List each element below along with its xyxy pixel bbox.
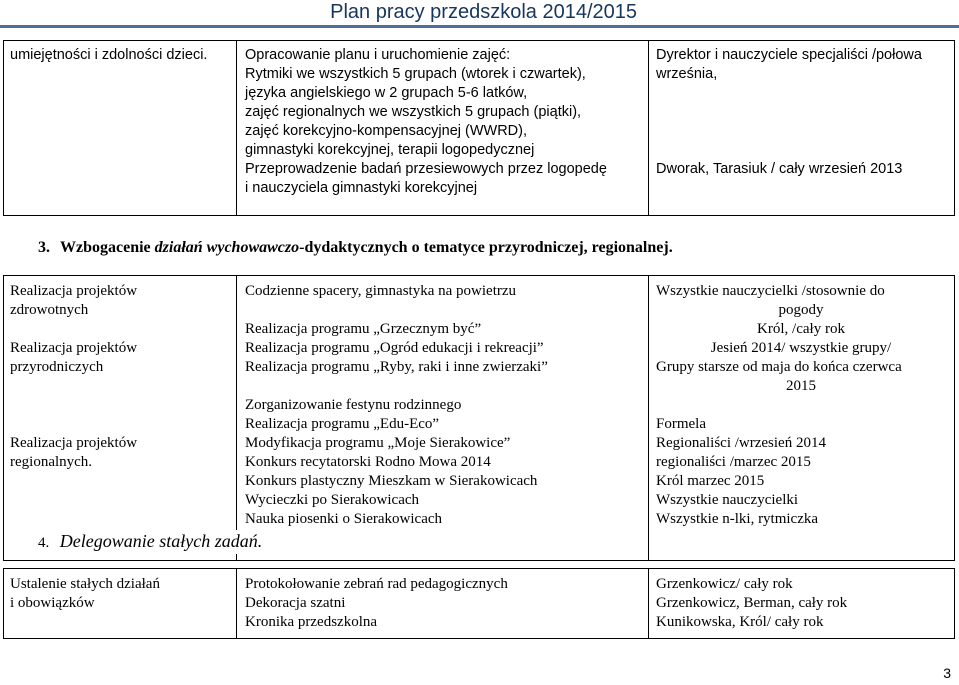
table-top-col2-line: języka angielskiego w 2 grupach 5-6 latków, (245, 85, 528, 101)
duties-category-label: i obowiązków (10, 595, 95, 611)
project-task: Wycieczki po Sierakowicach (245, 492, 420, 508)
section-3-title-italic: działań wychowawczo (154, 239, 300, 256)
project-task: Realizacja programu „Ogród edukacji i rekreacji” (245, 340, 544, 356)
project-responsible: pogody (778, 302, 824, 318)
project-category-label: Realizacja projektów (10, 340, 138, 356)
duty-responsible: Grzenkowicz, Berman, cały rok (656, 595, 848, 611)
duty-responsible: Grzenkowicz/ cały rok (656, 576, 793, 592)
table-projects-divider-1 (236, 275, 237, 561)
project-responsible: Król, /cały rok (757, 321, 845, 337)
table-top-col2-line: Przeprowadzenie badań przesiewowych przez logopedę (245, 161, 607, 177)
section-4-number: 4. (38, 535, 50, 551)
project-category-label: regionalnych. (10, 454, 93, 470)
page-number: 3 (943, 665, 951, 681)
section-3-heading (38, 238, 673, 257)
project-responsible: Jesień 2014/ wszystkie grupy/ (710, 340, 892, 356)
project-task: Zorganizowanie festynu rodzinnego (245, 397, 462, 413)
project-responsible: regionaliści /marzec 2015 (656, 454, 811, 470)
project-category-label: zdrowotnych (10, 302, 89, 318)
section-4-heading (38, 530, 262, 554)
project-task: Modyfikacja programu „Moje Sierakowice” (245, 435, 511, 451)
table-duties-divider-1 (236, 568, 237, 639)
project-task: Realizacja programu „Edu-Eco” (245, 416, 440, 432)
project-responsible: Król marzec 2015 (656, 473, 765, 489)
project-responsible: Wszystkie n-lki, rytmiczka (656, 511, 819, 527)
project-task: Nauka piosenki o Sierakowicach (245, 511, 443, 527)
project-task: Konkurs plastyczny Mieszkam w Sierakowicach (245, 473, 538, 489)
table-top-col2-line: i nauczyciela gimnastyki korekcyjnej (245, 180, 478, 196)
project-category-label: Realizacja projektów (10, 283, 138, 299)
section-3-title-b: -dydaktycznych o tematyce przyrodniczej, regionalnej. (299, 239, 673, 256)
table-projects-divider-2 (648, 275, 649, 561)
page-header (0, 0, 959, 27)
duty-task: Kronika przedszkolna (245, 614, 378, 630)
project-responsible: Wszystkie nauczycielki /stosownie do (656, 283, 885, 299)
table-top-col3-line: Dworak, Tarasiuk / cały wrzesień 2013 (656, 161, 903, 177)
table-top-divider-2 (648, 40, 649, 216)
table-top-col2-line: zajęć korekcyjno-kompensacyjnej (WWRD), (245, 123, 528, 139)
project-responsible: 2015 (786, 378, 816, 394)
table-top-col2-line: Opracowanie planu i uruchomienie zajęć: (245, 47, 511, 63)
duty-responsible: Kunikowska, Król/ cały rok (656, 614, 824, 630)
document-title: Plan pracy przedszkola 2014/2015 (330, 1, 637, 23)
project-category-label: przyrodniczych (10, 359, 104, 375)
table-duties-divider-2 (648, 568, 649, 639)
project-responsible: Wszystkie nauczycielki (656, 492, 799, 508)
section-4-title: Delegowanie stałych zadań. (59, 531, 263, 551)
project-responsible: Formela (656, 416, 706, 432)
table-top-col2-line: gimnastyki korekcyjnej, terapii logopedycznej (245, 142, 535, 158)
section-3-number: 3. (38, 239, 50, 256)
project-task: Realizacja programu „Ryby, raki i inne zwierzaki” (245, 359, 548, 375)
header-rule (0, 25, 959, 28)
project-responsible: Grupy starsze od maja do końca czerwca (656, 359, 902, 375)
duty-task: Protokołowanie zebrań rad pedagogicznych (245, 576, 508, 592)
table-top-col3-line: Dyrektor i nauczyciele specjaliści /połowa (656, 47, 922, 63)
section-3-title-a: Wzbogacenie (60, 239, 155, 256)
table-top-divider-1 (236, 40, 237, 216)
duties-category-label: Ustalenie stałych działań (10, 576, 160, 592)
table-top-col3-line: września, (656, 66, 718, 82)
project-task: Realizacja programu „Grzecznym być” (245, 321, 482, 337)
project-responsible: Regionaliści /wrzesień 2014 (656, 435, 826, 451)
project-category-label: Realizacja projektów (10, 435, 138, 451)
table-top-col2-line: Rytmiki we wszystkich 5 grupach (wtorek i czwartek), (245, 66, 586, 82)
project-task: Konkurs recytatorski Rodno Mowa 2014 (245, 454, 491, 470)
table-top-col1: umiejętności i zdolności dzieci. (10, 47, 208, 63)
table-top-col2-line: zajęć regionalnych we wszystkich 5 grupach (piątki), (245, 104, 582, 120)
project-task: Codzienne spacery, gimnastyka na powietrzu (245, 283, 517, 299)
duty-task: Dekoracja szatni (245, 595, 346, 611)
